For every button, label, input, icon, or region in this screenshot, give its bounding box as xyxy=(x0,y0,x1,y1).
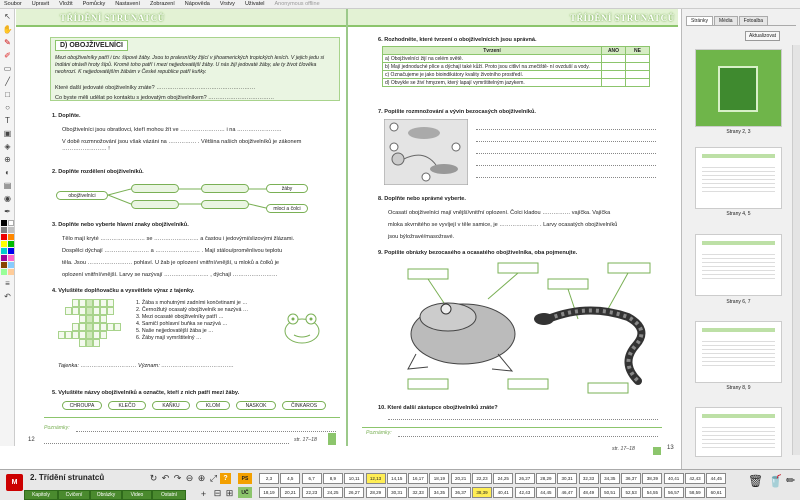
sidebar-tabs xyxy=(686,16,796,26)
crossword-cell[interactable] xyxy=(65,331,72,339)
page-button[interactable]: 40,41 xyxy=(493,487,513,498)
frog-lifecycle-image xyxy=(384,119,468,185)
no-cell[interactable] xyxy=(626,55,650,63)
crossword-cell[interactable] xyxy=(86,323,93,331)
intro-text: Mezi obojživelníky patří i tzv. šípové žáby. Jsou to pralesníčky žijící v jihoamerických tropických lesích. V jejich jedu si Indiáni otrávili hroty šípů. Kromě toho patří i mezi nejjedovatější žáby. U nás žijí jedovaté žáby, ale ty život člověka neohrozí. K nejjedovatějším žábám v České republice patří kuňky. xyxy=(55,55,325,75)
crossword-cell[interactable] xyxy=(79,307,86,315)
undo-icon[interactable]: ↶ xyxy=(4,292,11,301)
task-5-title: 5. Vyluštěte názvy obojživelníků a označte, kteří z nich patří mezi žáby. xyxy=(52,390,240,396)
crossword-cell[interactable] xyxy=(114,323,121,331)
task-8-title: 8. Doplňte nebo správné vyberte. xyxy=(378,196,466,202)
crossword-cell[interactable] xyxy=(72,299,79,307)
tab-media[interactable]: Média xyxy=(714,16,738,25)
table-row xyxy=(383,79,650,87)
crossword-cell[interactable] xyxy=(86,331,93,339)
ps-label: PS xyxy=(238,473,252,484)
color-swatch[interactable] xyxy=(8,255,14,261)
page-button[interactable]: 40,41 xyxy=(664,473,684,484)
zoom-icon[interactable]: ⊕ xyxy=(4,155,11,164)
diagram-connectors xyxy=(106,185,276,215)
color-swatch[interactable] xyxy=(8,227,14,233)
page-button[interactable]: 22,23 xyxy=(302,487,322,498)
page-button[interactable]: 26,27 xyxy=(344,487,364,498)
right-divider xyxy=(362,427,662,428)
color-swatch[interactable] xyxy=(8,248,14,254)
thumbnail-next[interactable] xyxy=(695,407,782,457)
crossword-cell[interactable] xyxy=(86,299,93,307)
crossword-cell[interactable] xyxy=(107,315,114,323)
table-header-yes: ANO xyxy=(602,47,626,55)
minus-icon[interactable]: ⊟ xyxy=(213,488,222,498)
crossword-cell[interactable] xyxy=(93,339,100,347)
crossword-cell[interactable] xyxy=(128,323,135,331)
crossword-cell[interactable] xyxy=(100,315,107,323)
crossword-cell[interactable] xyxy=(65,299,72,307)
page-button[interactable]: 6,7 xyxy=(302,473,322,484)
crossword-cell[interactable] xyxy=(58,331,65,339)
thumbnail-label: Strany 6, 7 xyxy=(726,299,751,305)
task-4-title: 4. Vyluštěte doplňovačku a vysvětlete výraz z tajenky. xyxy=(52,288,195,294)
task-3-line-1: Tělo mají kryté …………………… se …………………… a častou i jedovými/slizovými žlázami. xyxy=(62,236,295,242)
table-header-no: NE xyxy=(626,47,650,55)
table-header-statement: Tvrzení xyxy=(383,47,602,55)
task-9-title: 9. Popište obrázky bezocasého a ocasatého obojživelníka, oba pojmenujte. xyxy=(378,250,578,256)
line-width-icon[interactable]: ≡ xyxy=(5,279,10,288)
page-button[interactable]: 36,37 xyxy=(451,487,471,498)
spotlight-icon[interactable]: ◉ xyxy=(4,194,11,203)
color-swatch[interactable] xyxy=(1,227,7,233)
app-logo: M xyxy=(6,474,23,491)
menu-bar xyxy=(0,0,800,9)
menu-soubor[interactable]: Soubor xyxy=(4,1,22,7)
page-button[interactable]: 42,43 xyxy=(515,487,535,498)
menu-napoveda[interactable]: Nápověda xyxy=(184,1,210,7)
no-cell[interactable] xyxy=(626,63,650,71)
crossword-cell[interactable] xyxy=(58,307,65,315)
right-page-number: 13 xyxy=(667,445,674,451)
task-1-title: 1. Doplňte. xyxy=(52,113,81,119)
tab-chapters[interactable]: Kapitoly xyxy=(24,490,58,500)
fit-icon[interactable]: ⤢ xyxy=(209,473,218,483)
task-10-line[interactable] xyxy=(388,419,658,420)
tab-exercises[interactable]: Cvičení xyxy=(58,490,90,500)
diagram-leaf-zaby: žáby xyxy=(266,184,308,193)
task-3-title: 3. Doplňte nebo vyberte hlavní znaky obojživelníků. xyxy=(52,222,189,228)
eraser-icon[interactable]: ▭ xyxy=(3,64,12,73)
crossword-cell[interactable] xyxy=(100,299,107,307)
diagram-root: obojživelníci xyxy=(56,191,108,200)
task-6-title: 6. Rozhodněte, které tvrzení o obojživelnících jsou správná. xyxy=(378,37,537,43)
task-7-line[interactable] xyxy=(476,177,656,178)
crossword-cell[interactable] xyxy=(121,299,128,307)
yes-cell[interactable] xyxy=(602,63,626,71)
crossword-cell[interactable] xyxy=(114,339,121,347)
crossword-cell[interactable] xyxy=(128,307,135,315)
eyedropper-icon[interactable]: ✒ xyxy=(4,207,11,216)
clue-2: 2. Černožlutý ocasatý obojživelník se nazývá … xyxy=(136,307,249,313)
color-swatch[interactable] xyxy=(1,248,7,254)
page-button[interactable]: 22,23 xyxy=(472,473,492,484)
left-toolbar xyxy=(0,9,15,446)
trash-icon[interactable]: 🗑 xyxy=(748,474,764,488)
left-notes-line-2[interactable] xyxy=(44,443,289,444)
rectangle-icon[interactable]: □ xyxy=(5,90,10,99)
pen-tool-icon[interactable]: ✏ xyxy=(786,475,796,487)
color-swatch[interactable] xyxy=(8,234,14,240)
crossword-cell[interactable] xyxy=(72,323,79,331)
right-corner-mark xyxy=(653,447,661,455)
page-button[interactable]: 20,21 xyxy=(280,487,300,498)
page-button[interactable]: 32,33 xyxy=(408,487,428,498)
page-button[interactable]: 42,43 xyxy=(685,473,705,484)
page-button[interactable]: 56,57 xyxy=(664,487,684,498)
task-3-line-2: Dospělci dýchají …………………… a …………………… . Mají stálou/proměnlivou teplotu xyxy=(62,248,283,254)
zoom-out-icon[interactable]: ⊖ xyxy=(185,473,194,483)
thumbnail-label: Strany 4, 5 xyxy=(726,211,751,217)
crossword-cell[interactable] xyxy=(58,315,65,323)
left-source: str. 17–18 xyxy=(294,437,317,443)
sidebar-scrollbar[interactable] xyxy=(792,45,800,455)
page-button[interactable]: 18,19 xyxy=(429,473,449,484)
page-button[interactable]: 16,17 xyxy=(408,473,428,484)
page-button[interactable]: 4,5 xyxy=(280,473,300,484)
uc-label: UČ xyxy=(238,487,252,498)
table-cell: b) Mají jednoduché plíce a dýchají také kůží. Proto jsou citliví na znečiště- ní ovzduší a vody. xyxy=(383,63,602,71)
image-icon[interactable]: ▣ xyxy=(3,129,12,138)
task-7-line[interactable] xyxy=(476,165,656,166)
word-4: KLOM xyxy=(196,401,230,410)
color-swatch[interactable] xyxy=(1,241,7,247)
yes-cell[interactable] xyxy=(602,71,626,79)
task-3-line-3: těla. Jsou …………………… pohlaví. U žab je oplození vnitřní/vnější, u mloků a čolků je xyxy=(62,260,280,266)
thumbnail-pages-6-7[interactable] xyxy=(695,234,782,296)
right-notes-label: Poznámky: xyxy=(366,430,392,436)
tab-pages[interactable]: Stránky xyxy=(686,16,713,25)
marker-icon[interactable]: ✐ xyxy=(4,51,11,60)
crossword-cell[interactable] xyxy=(128,315,135,323)
ellipse-icon[interactable]: ○ xyxy=(5,103,10,112)
crossword-cell[interactable] xyxy=(93,299,100,307)
page-button[interactable]: 32,33 xyxy=(579,473,599,484)
pen-icon[interactable]: ✎ xyxy=(4,38,11,47)
page-button[interactable]: 50,51 xyxy=(600,487,620,498)
text-icon[interactable]: T xyxy=(5,116,10,125)
word-3: KAŇKU xyxy=(152,401,190,410)
crossword-cell[interactable] xyxy=(72,339,79,347)
left-page xyxy=(16,9,346,446)
section-title: D) OBOJŽIVELNÍCI xyxy=(55,40,128,51)
crossword-cell[interactable] xyxy=(72,307,79,315)
color-swatch[interactable] xyxy=(8,241,14,247)
crossword-cell[interactable] xyxy=(128,339,135,347)
crossword-cell[interactable] xyxy=(128,331,135,339)
word-1: CHROUPA xyxy=(62,401,102,410)
left-header-title: TŘÍDĚNÍ STRUNATCŮ xyxy=(60,13,165,23)
page-button[interactable]: 8,9 xyxy=(323,473,343,484)
task-7-line[interactable] xyxy=(476,153,656,154)
crossword-cell[interactable] xyxy=(107,331,114,339)
right-page-header xyxy=(348,9,678,27)
tab-other[interactable]: Ostatní xyxy=(152,490,186,500)
crossword-cell[interactable] xyxy=(58,323,65,331)
zoom-in-icon[interactable]: ⊕ xyxy=(197,473,206,483)
page-button[interactable]: 44,45 xyxy=(536,487,556,498)
tajenka-line: Tajenka: ………………………… Význam: ………………………………… xyxy=(58,363,235,369)
color-swatch[interactable] xyxy=(8,220,14,226)
page-button[interactable]: 10,11 xyxy=(344,473,364,484)
clue-3: 3. Mezi ocasaté obojživelníky patří … xyxy=(136,314,224,320)
page-toggle-icon[interactable]: ⊞ xyxy=(225,488,234,498)
menu-nastaveni[interactable]: Nastavení xyxy=(115,1,141,7)
crossword-cell[interactable] xyxy=(79,323,86,331)
crossword-cell[interactable] xyxy=(107,323,114,331)
menu-vlozit[interactable]: Vložit xyxy=(59,1,73,7)
yes-cell[interactable] xyxy=(602,55,626,63)
crossword-cell[interactable] xyxy=(107,339,114,347)
word-6: ČINKAROS xyxy=(282,401,326,410)
crossword-cell[interactable] xyxy=(100,307,107,315)
help-icon[interactable]: ? xyxy=(220,473,231,484)
page-button[interactable]: 46,47 xyxy=(557,487,577,498)
bottom-bar xyxy=(0,469,800,500)
page-button[interactable]: 48,49 xyxy=(579,487,599,498)
crossword-cell[interactable] xyxy=(93,323,100,331)
frog-drawing-icon xyxy=(278,307,326,347)
task-2-title: 2. Doplňte rozdělení obojživelníků. xyxy=(52,169,144,175)
color-swatch[interactable] xyxy=(1,234,7,240)
task-7-line[interactable] xyxy=(476,129,656,130)
table-cell: c) Označujeme je jako bioindikátory kvality životního prostředí. xyxy=(383,71,602,79)
page-button[interactable]: 28,29 xyxy=(536,473,556,484)
page-button[interactable]: 52,53 xyxy=(621,487,641,498)
question-b: Co byste měli udělat po kontaktu s jedovatým obojživelníkem? ……………………………… xyxy=(55,95,275,101)
right-notes-line[interactable] xyxy=(398,436,658,437)
curtain-icon[interactable]: ▤ xyxy=(3,181,12,190)
page-button[interactable]: 38,39 xyxy=(642,473,662,484)
page-button[interactable]: 18,19 xyxy=(259,487,279,498)
menu-pomucky[interactable]: Pomůcky xyxy=(82,1,106,7)
page-button[interactable]: 44,45 xyxy=(706,473,726,484)
task-1-line-1: Obojživelníci jsou obratlovci, kteří mohou žít ve …………………… i na …………………… xyxy=(62,127,282,133)
crossword-cell[interactable] xyxy=(121,339,128,347)
tab-albums[interactable]: Fotoalba xyxy=(739,16,768,25)
crossword-cell[interactable] xyxy=(128,299,135,307)
thumbnail-label: Strany 2, 3 xyxy=(726,129,751,135)
crossword-cell[interactable] xyxy=(121,323,128,331)
clue-1: 1. Žába s mohutnými zadními končetinami je … xyxy=(136,300,248,306)
left-corner-mark xyxy=(328,433,336,445)
pages-sidebar xyxy=(681,9,800,469)
crossword-cell[interactable] xyxy=(79,339,86,347)
clue-5: 5. Naše nejjedovatější žába je … xyxy=(136,328,214,334)
task-1-line-2: V době rozmnožování jsou však vázáni na …………… . Většina našich obojživelníků je zákonem …………………… ! xyxy=(62,139,302,152)
crossword-cell[interactable] xyxy=(86,339,93,347)
thumbnail-label: Strany 8, 9 xyxy=(726,385,751,391)
crossword-cell[interactable] xyxy=(93,315,100,323)
crossword-cell[interactable] xyxy=(65,323,72,331)
crossword-cell[interactable] xyxy=(114,331,121,339)
left-divider xyxy=(44,417,340,418)
cup-icon[interactable]: 🥤 xyxy=(768,474,783,488)
line-icon[interactable]: ╱ xyxy=(5,77,10,86)
right-source: str. 17–18 xyxy=(612,446,635,452)
table-cell: a) Obojživelníci žijí na celém světě. xyxy=(383,55,602,63)
color-swatch[interactable] xyxy=(1,220,7,226)
color-swatch[interactable] xyxy=(1,255,7,261)
task-3-line-4: oplození vnitřní/vnější. Larvy se nazývají …………………… , dýchají …………………… xyxy=(62,272,278,278)
page-button[interactable]: 38,39 xyxy=(472,487,492,498)
word-5: NASKOK xyxy=(236,401,276,410)
page-button[interactable]: 20,21 xyxy=(451,473,471,484)
page-button[interactable]: 54,55 xyxy=(642,487,662,498)
hand-icon[interactable]: ✋ xyxy=(2,25,13,34)
task-7-line[interactable] xyxy=(476,141,656,142)
table-row xyxy=(383,55,650,63)
tab-video[interactable]: Video xyxy=(122,490,152,500)
section-box xyxy=(50,37,340,101)
crossword-cell[interactable] xyxy=(114,315,121,323)
page-button[interactable]: 14,15 xyxy=(387,473,407,484)
color-swatch[interactable] xyxy=(8,262,14,268)
left-notes-label: Poznámky: xyxy=(44,425,70,431)
plus-icon[interactable]: + xyxy=(200,488,207,499)
question-a: Které další jedovaté obojživelníky znáte? ……………………………………………… xyxy=(55,85,256,91)
color-swatch[interactable] xyxy=(8,269,14,275)
table-row xyxy=(383,63,650,71)
left-notes-line[interactable] xyxy=(76,431,336,432)
forward-icon[interactable]: ↷ xyxy=(173,473,182,483)
fill-icon[interactable]: ◐ xyxy=(5,168,10,177)
task-7-title: 7. Popište rozmnožování a vývin bezocasých obojživelníků. xyxy=(378,109,536,115)
left-page-number: 12 xyxy=(28,437,35,443)
crossword-cell[interactable] xyxy=(121,331,128,339)
no-cell[interactable] xyxy=(626,79,650,87)
crossword-cell[interactable] xyxy=(114,299,121,307)
crossword-cell[interactable] xyxy=(86,315,93,323)
crossword-cell[interactable] xyxy=(114,307,121,315)
diagram-leaf-mloci: mloci a čolci xyxy=(266,204,308,213)
crossword-cell[interactable] xyxy=(107,307,114,315)
page-button[interactable]: 28,29 xyxy=(366,487,386,498)
refresh-icon[interactable]: ↻ xyxy=(149,473,158,483)
crossword-cell[interactable] xyxy=(72,315,79,323)
menu-upravit[interactable]: Upravit xyxy=(31,1,50,7)
menu-zobrazeni[interactable]: Zobrazení xyxy=(150,1,175,7)
clue-4: 4. Samičí pohlavní buňka se nazývá … xyxy=(136,321,228,327)
amphibian-drawings xyxy=(388,259,668,399)
thumbnail-pages-4-5[interactable] xyxy=(695,147,782,209)
user-status: Anonymous offline xyxy=(274,1,320,7)
crossword-cell[interactable] xyxy=(72,331,79,339)
menu-uzivatel[interactable]: Uživatel xyxy=(244,1,265,7)
crossword-cell[interactable] xyxy=(100,339,107,347)
word-2: KLEČO xyxy=(108,401,146,410)
right-header-title: TŘÍDĚNÍ STRUNATCŮ xyxy=(570,13,675,23)
menu-vrstvy[interactable]: Vrstvy xyxy=(219,1,235,7)
pointer-icon[interactable]: ↖ xyxy=(4,12,11,21)
page-button[interactable]: 60,61 xyxy=(706,487,726,498)
task-8-line-3: jsou býložravé/masožravé. xyxy=(388,234,455,240)
crossword-cell[interactable] xyxy=(58,299,65,307)
left-page-header xyxy=(16,9,346,27)
page-button[interactable]: 34,35 xyxy=(429,487,449,498)
crossword-cell[interactable] xyxy=(79,315,86,323)
color-palette xyxy=(1,220,13,275)
page-button[interactable]: 34,35 xyxy=(600,473,620,484)
task-8-line-1: Ocasatí obojživelníci mají vnější/vnitřní oplození. Čolci kladou …………… vajíčka. Vajíčka xyxy=(388,210,611,216)
crossword-cell[interactable] xyxy=(65,339,72,347)
page-button[interactable]: 30,31 xyxy=(387,487,407,498)
page-button[interactable]: 24,25 xyxy=(323,487,343,498)
clue-6: 6. Žáby mají vymrštitelný … xyxy=(136,335,202,341)
page-button[interactable]: 58,59 xyxy=(685,487,705,498)
book-spread xyxy=(16,9,678,452)
color-swatch[interactable] xyxy=(1,262,7,268)
thumbnail-pages-8-9[interactable] xyxy=(695,321,782,383)
crossword-grid[interactable] xyxy=(58,299,135,347)
stamp-icon[interactable]: ◈ xyxy=(4,142,11,151)
page-button[interactable]: 2,3 xyxy=(259,473,279,484)
tab-images[interactable]: Obrázky xyxy=(90,490,122,500)
page-button[interactable]: 30,31 xyxy=(557,473,577,484)
table-row xyxy=(383,71,650,79)
chapter-title: 2. Třídění strunatců xyxy=(30,473,105,482)
crossword-cell[interactable] xyxy=(93,331,100,339)
page-button[interactable]: 36,37 xyxy=(621,473,641,484)
page-button[interactable]: 26,27 xyxy=(515,473,535,484)
page-button[interactable]: 12,13 xyxy=(366,473,386,484)
table-cell: d) Obvykle se živí hmyzem, který lapají vymrštitelným jazykem. xyxy=(383,79,602,87)
crossword-cell[interactable] xyxy=(121,307,128,315)
statements-table xyxy=(382,46,650,87)
thumbnail-pages-2-3[interactable] xyxy=(695,49,782,127)
crossword-cell[interactable] xyxy=(86,307,93,315)
page-button[interactable]: 24,25 xyxy=(493,473,513,484)
update-button[interactable]: Aktualizovat xyxy=(745,31,780,41)
yes-cell[interactable] xyxy=(602,79,626,87)
crossword-cell[interactable] xyxy=(100,331,107,339)
crossword-cell[interactable] xyxy=(65,315,72,323)
crossword-cell[interactable] xyxy=(93,307,100,315)
crossword-cell[interactable] xyxy=(58,339,65,347)
crossword-cell[interactable] xyxy=(121,315,128,323)
no-cell[interactable] xyxy=(626,71,650,79)
crossword-cell[interactable] xyxy=(100,323,107,331)
crossword-clues xyxy=(136,300,248,342)
crossword-cell[interactable] xyxy=(79,299,86,307)
crossword-cell[interactable] xyxy=(79,331,86,339)
color-swatch[interactable] xyxy=(1,269,7,275)
task-8-line-2: mloka skvrnitého se vyvíjejí v těle samice, je ………………… . Larvy ocasatých obojživelníků xyxy=(388,222,618,228)
crossword-cell[interactable] xyxy=(65,307,72,315)
crossword-cell[interactable] xyxy=(107,299,114,307)
back-icon[interactable]: ↶ xyxy=(161,473,170,483)
task-10-title: 10. Které další zástupce obojživelníků znáte? xyxy=(378,405,498,411)
